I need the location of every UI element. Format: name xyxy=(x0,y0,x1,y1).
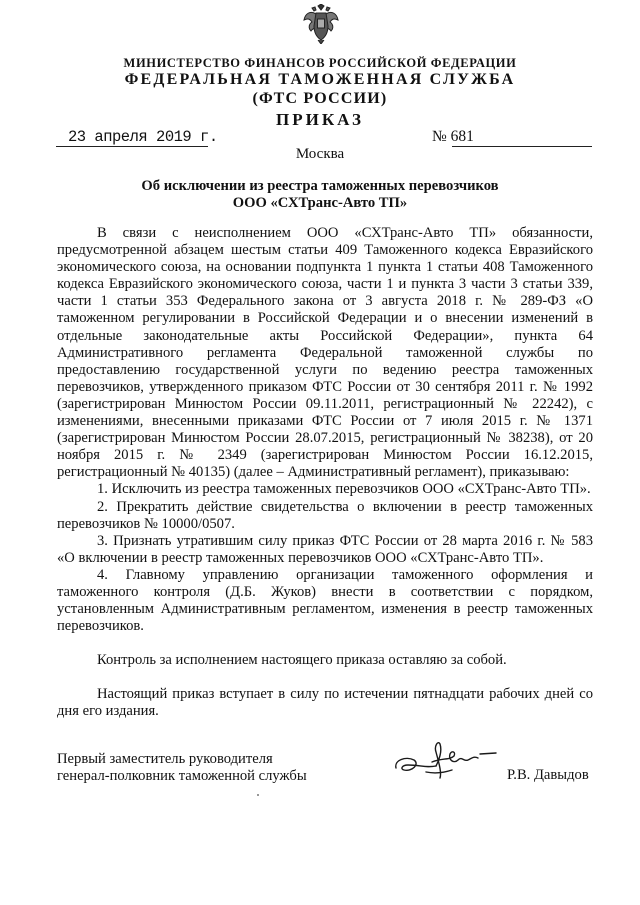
position-line-1: Первый заместитель руководителя xyxy=(57,751,273,767)
handwritten-signature-icon xyxy=(392,738,502,784)
service-name: ФЕДЕРАЛЬНАЯ ТАМОЖЕННАЯ СЛУЖБА xyxy=(124,71,516,88)
signatory-position xyxy=(57,751,307,785)
scan-artifact-dot xyxy=(257,794,259,796)
document-date: 23 апреля 2019 г. xyxy=(68,128,218,146)
order-item-1: 1. Исключить из реестра таможенных перевозчиков ООО «СХТранс-Авто ТП». xyxy=(97,481,591,498)
document-number: № 681 xyxy=(432,128,474,145)
signatory-name: Р.В. Давыдов xyxy=(507,767,589,783)
ministry-name: МИНИСТЕРСТВО ФИНАНСОВ РОССИЙСКОЙ ФЕДЕРАЦИИ xyxy=(123,56,517,70)
title-line-2: ООО «СХТранс-Авто ТП» xyxy=(232,195,408,211)
preamble-paragraph: В связи с неисполнением ООО «СХТранс-Авто ТП» обязанности, предусмотренной абзацем шестым статьи 409 Таможенного кодекса Евразийского экономического союза, на основании подпункта 1 пункта 1 статьи 408 Таможенного кодекса Евразийского экономического союза, части 1 и пункта 3 части 3 статьи 339, части 1 статьи 353 Федерального закона от 3 августа 2018 г. № 289-ФЗ «О таможенном регулировании в Российской Федерации и о внесении изменений в отдельные законодательные акты Российской Федерации», пункта 64 Административного регламента Федеральной таможенной службы по предоставлению государственной услуги по ведению реестра таможенных перевозчиков, утвержденного приказом ФТС России от 30 сентября 2011 г. № 1992 (зарегистрирован Минюстом России 09.11.2011, регистрационный № 22242), с изменениями, внесенными приказами ФТС России от 7 июля 2015 г. № 1371 (зарегистрирован Минюстом России 28.07.2015, регистрационный № 38238), от 20 ноября 2015 г. № 2349 (зарегистрирован Минюстом России 16.12.2015, регистрационный № 40135) (далее – Административный регламент), приказываю: xyxy=(57,225,593,481)
document-type: ПРИКАЗ xyxy=(276,110,364,129)
document-body xyxy=(57,225,593,721)
service-short-name: (ФТС РОССИИ) xyxy=(252,90,388,107)
russian-coat-of-arms-icon xyxy=(302,4,340,44)
document-title xyxy=(0,178,640,212)
position-line-2: генерал-полковник таможенной службы xyxy=(57,768,307,784)
order-item-4: 4. Главному управлению организации таможенного оформления и таможенного контроля (Д.Б. Жуков) внести в соответствии с порядком, установленным Административным регламентом, изменения в реестр таможенных перевозчиков. xyxy=(57,566,593,635)
effective-date-paragraph: Настоящий приказ вступает в силу по истечении пятнадцати рабочих дней со дня его издания. xyxy=(57,686,593,720)
control-paragraph: Контроль за исполнением настоящего приказа оставляю за собой. xyxy=(97,652,507,669)
order-item-2: 2. Прекратить действие свидетельства о включении в реестр таможенных перевозчиков № 10000/0507. xyxy=(57,498,593,532)
order-item-3: 3. Признать утратившим силу приказ ФТС России от 28 марта 2016 г. № 583 «О включении в реестр таможенных перевозчиков ООО «СХТранс-Авто ТП». xyxy=(57,532,593,566)
document-city: Москва xyxy=(295,146,345,162)
title-line-1: Об исключении из реестра таможенных перевозчиков xyxy=(141,178,499,194)
